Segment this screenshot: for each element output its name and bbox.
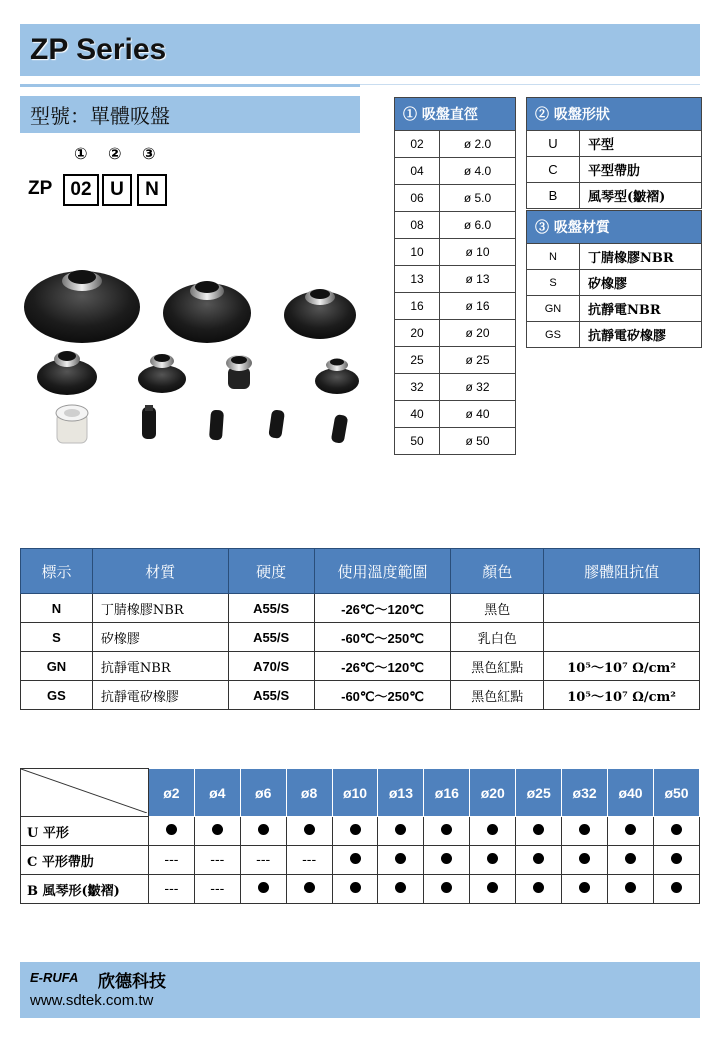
diameter-value: ø 50 [440, 428, 516, 455]
availability-cell [378, 846, 424, 875]
size-header: ø32 [562, 769, 608, 817]
not-available-mark: --- [302, 852, 317, 868]
material-desc: 矽橡膠 [580, 270, 702, 296]
availability-table [20, 768, 700, 904]
available-dot-icon [258, 824, 269, 835]
code-box-diameter: 02 [63, 174, 99, 206]
availability-cell [654, 875, 700, 904]
diameter-row [395, 158, 516, 185]
shape-row [527, 157, 702, 183]
diameter-value: ø 25 [440, 347, 516, 374]
available-dot-icon [350, 882, 361, 893]
code-number-1: ① [74, 144, 88, 163]
available-dot-icon [441, 853, 452, 864]
footer-url[interactable]: www.sdtek.com.tw [30, 992, 154, 1009]
diameter-code: 25 [395, 347, 440, 374]
not-available-mark: --- [210, 881, 225, 897]
material-spec-header: 膠體阻抗值 [544, 549, 700, 594]
size-header: ø8 [286, 769, 332, 817]
diameter-value: ø 20 [440, 320, 516, 347]
material-spec-header: 使用溫度範圍 [314, 549, 451, 594]
available-dot-icon [304, 824, 315, 835]
diameter-value: ø 5.0 [440, 185, 516, 212]
available-dot-icon [304, 882, 315, 893]
size-header: ø10 [332, 769, 378, 817]
spec-temp-range: -60℃～250℃ [314, 681, 451, 710]
available-dot-icon [579, 882, 590, 893]
availability-cell [608, 875, 654, 904]
cup-large-1 [24, 270, 140, 343]
not-available-mark: --- [164, 881, 179, 897]
material-code-table-title: ③ 吸盤材質 [527, 211, 702, 244]
availability-cell [194, 846, 240, 875]
diameter-code: 16 [395, 293, 440, 320]
material-code-row [527, 296, 702, 322]
spec-resistance [544, 623, 700, 652]
footer-brand: E-RUFA [30, 970, 79, 985]
available-dot-icon [166, 824, 177, 835]
cup-small-4 [331, 414, 349, 444]
shape-code: B [527, 183, 580, 209]
available-dot-icon [212, 824, 223, 835]
shape-table-title: ② 吸盤形狀 [527, 98, 702, 131]
available-dot-icon [533, 824, 544, 835]
spec-hardness: A70/S [228, 652, 314, 681]
available-dot-icon [395, 882, 406, 893]
cup-medium-2 [138, 354, 186, 393]
available-dot-icon [441, 824, 452, 835]
cup-medium-1 [37, 351, 97, 395]
material-code: N [527, 244, 580, 270]
shape-desc: 風琴型(皺褶) [580, 183, 702, 209]
availability-cell [470, 817, 516, 846]
availability-cell [470, 875, 516, 904]
size-header: ø50 [654, 769, 700, 817]
material-spec-row [21, 594, 700, 623]
available-dot-icon [487, 824, 498, 835]
footer-company: 欣德科技 [98, 972, 166, 992]
material-spec-row [21, 623, 700, 652]
spec-color: 黑色 [451, 594, 544, 623]
cup-small-1 [142, 405, 156, 439]
spec-hardness: A55/S [228, 594, 314, 623]
size-header: ø16 [424, 769, 470, 817]
availability-cell [332, 875, 378, 904]
diameter-value: ø 16 [440, 293, 516, 320]
diameter-code: 40 [395, 401, 440, 428]
spec-resistance [544, 594, 700, 623]
spec-code: GN [21, 652, 93, 681]
code-prefix: ZP [28, 178, 53, 199]
cup-small-2 [209, 410, 224, 441]
diameter-value: ø 6.0 [440, 212, 516, 239]
shape-row [527, 183, 702, 209]
material-desc: 丁腈橡膠NBR [580, 244, 702, 270]
material-desc: 抗靜電矽橡膠 [580, 322, 702, 348]
availability-cell [332, 817, 378, 846]
diameter-code: 10 [395, 239, 440, 266]
spec-material: 丁腈橡膠NBR [92, 594, 228, 623]
available-dot-icon [625, 853, 636, 864]
available-dot-icon [625, 824, 636, 835]
shape-code: C [527, 157, 580, 183]
available-dot-icon [671, 824, 682, 835]
available-dot-icon [350, 853, 361, 864]
material-code: GN [527, 296, 580, 322]
availability-cell [562, 875, 608, 904]
shape-code: U [527, 131, 580, 157]
material-spec-header: 顏色 [451, 549, 544, 594]
availability-row-label: B 風琴形(皺褶) [21, 875, 149, 904]
availability-cell [516, 875, 562, 904]
availability-cell [148, 817, 194, 846]
spec-color: 乳白色 [451, 623, 544, 652]
available-dot-icon [395, 853, 406, 864]
diameter-row [395, 401, 516, 428]
diameter-row [395, 212, 516, 239]
material-code-row [527, 244, 702, 270]
diameter-code: 08 [395, 212, 440, 239]
diameter-code: 02 [395, 131, 440, 158]
size-header: ø4 [194, 769, 240, 817]
code-box-material: N [137, 174, 167, 206]
diagonal-divider [21, 769, 147, 813]
availability-cell [516, 846, 562, 875]
availability-cell [562, 817, 608, 846]
availability-cell [332, 846, 378, 875]
availability-cell [424, 875, 470, 904]
spec-material: 矽橡膠 [92, 623, 228, 652]
shape-row [527, 131, 702, 157]
diameter-row [395, 185, 516, 212]
size-header: ø6 [240, 769, 286, 817]
cup-small-3 [268, 409, 285, 439]
availability-cell [286, 846, 332, 875]
spec-code: N [21, 594, 93, 623]
size-header: ø13 [378, 769, 424, 817]
material-code: S [527, 270, 580, 296]
cup-small-white [56, 405, 88, 443]
available-dot-icon [625, 882, 636, 893]
spec-temp-range: -26℃～120℃ [314, 594, 451, 623]
cup-large-2 [163, 281, 251, 343]
availability-cell [608, 846, 654, 875]
spec-material: 抗靜電NBR [92, 652, 228, 681]
spec-hardness: A55/S [228, 623, 314, 652]
availability-row-label: C 平形帶肋 [21, 846, 149, 875]
availability-cell [240, 846, 286, 875]
availability-cell [470, 846, 516, 875]
shape-table [526, 97, 702, 209]
not-available-mark: --- [210, 852, 225, 868]
page-title: ZP Series [30, 33, 167, 66]
diameter-row [395, 320, 516, 347]
availability-cell [286, 875, 332, 904]
spec-color: 黑色紅點 [451, 652, 544, 681]
availability-cell [194, 875, 240, 904]
availability-cell [608, 817, 654, 846]
spec-code: GS [21, 681, 93, 710]
material-spec-header: 材質 [92, 549, 228, 594]
cup-large-3 [284, 289, 356, 339]
header-divider-right [360, 84, 700, 85]
availability-cell [148, 875, 194, 904]
diameter-row [395, 347, 516, 374]
availability-cell [654, 846, 700, 875]
material-code-table [526, 210, 702, 348]
diameter-code: 13 [395, 266, 440, 293]
diameter-value: ø 10 [440, 239, 516, 266]
available-dot-icon [579, 824, 590, 835]
diameter-code: 06 [395, 185, 440, 212]
cup-medium-4 [315, 359, 359, 395]
material-spec-row [21, 681, 700, 710]
product-photo [20, 255, 380, 455]
spec-hardness: A55/S [228, 681, 314, 710]
diameter-row [395, 428, 516, 455]
material-desc: 抗靜電NBR [580, 296, 702, 322]
available-dot-icon [671, 882, 682, 893]
availability-cell [424, 846, 470, 875]
size-header: ø20 [470, 769, 516, 817]
available-dot-icon [533, 882, 544, 893]
availability-cell [424, 817, 470, 846]
diameter-row [395, 293, 516, 320]
diameter-row [395, 374, 516, 401]
spec-temp-range: -26℃～120℃ [314, 652, 451, 681]
material-code: GS [527, 322, 580, 348]
availability-cell [194, 817, 240, 846]
availability-cell [378, 875, 424, 904]
spec-code: S [21, 623, 93, 652]
availability-cell [654, 817, 700, 846]
diameter-value: ø 32 [440, 374, 516, 401]
diameter-row [395, 131, 516, 158]
available-dot-icon [487, 882, 498, 893]
model-title: 型號：單體吸盤 [30, 104, 170, 128]
code-number-3: ③ [142, 144, 156, 163]
available-dot-icon [671, 853, 682, 864]
size-header: ø40 [608, 769, 654, 817]
availability-cell [286, 817, 332, 846]
spec-resistance: 10⁵～10⁷ Ω/cm² [544, 652, 700, 681]
diameter-row [395, 266, 516, 293]
availability-row [21, 846, 700, 875]
available-dot-icon [487, 853, 498, 864]
diameter-table-title: ① 吸盤直徑 [395, 98, 516, 131]
available-dot-icon [533, 853, 544, 864]
available-dot-icon [579, 853, 590, 864]
material-spec-header: 硬度 [228, 549, 314, 594]
diameter-code: 20 [395, 320, 440, 347]
available-dot-icon [395, 824, 406, 835]
diameter-value: ø 4.0 [440, 158, 516, 185]
cup-medium-3 [226, 355, 252, 389]
material-spec-header: 標示 [21, 549, 93, 594]
material-code-row [527, 270, 702, 296]
header-divider [20, 84, 360, 87]
availability-cell [240, 875, 286, 904]
availability-cell [240, 817, 286, 846]
available-dot-icon [350, 824, 361, 835]
spec-resistance: 10⁵～10⁷ Ω/cm² [544, 681, 700, 710]
spec-color: 黑色紅點 [451, 681, 544, 710]
material-spec-table [20, 548, 700, 710]
availability-row [21, 817, 700, 846]
availability-row [21, 875, 700, 904]
shape-desc: 平型 [580, 131, 702, 157]
diameter-code: 50 [395, 428, 440, 455]
availability-row-label: U 平形 [21, 817, 149, 846]
diameter-code: 04 [395, 158, 440, 185]
not-available-mark: --- [256, 852, 271, 868]
availability-cell [148, 846, 194, 875]
code-box-shape: U [102, 174, 132, 206]
available-dot-icon [258, 882, 269, 893]
code-number-2: ② [108, 144, 122, 163]
not-available-mark: --- [164, 852, 179, 868]
availability-corner-cell [21, 769, 149, 817]
availability-cell [378, 817, 424, 846]
material-spec-row [21, 652, 700, 681]
spec-temp-range: -60℃～250℃ [314, 623, 451, 652]
spec-material: 抗靜電矽橡膠 [92, 681, 228, 710]
diameter-code: 32 [395, 374, 440, 401]
diameter-value: ø 2.0 [440, 131, 516, 158]
diameter-row [395, 239, 516, 266]
size-header: ø2 [148, 769, 194, 817]
availability-cell [562, 846, 608, 875]
size-header: ø25 [516, 769, 562, 817]
material-code-row [527, 322, 702, 348]
diameter-value: ø 13 [440, 266, 516, 293]
shape-desc: 平型帶肋 [580, 157, 702, 183]
available-dot-icon [441, 882, 452, 893]
availability-cell [516, 817, 562, 846]
diameter-table [394, 97, 516, 455]
diameter-value: ø 40 [440, 401, 516, 428]
